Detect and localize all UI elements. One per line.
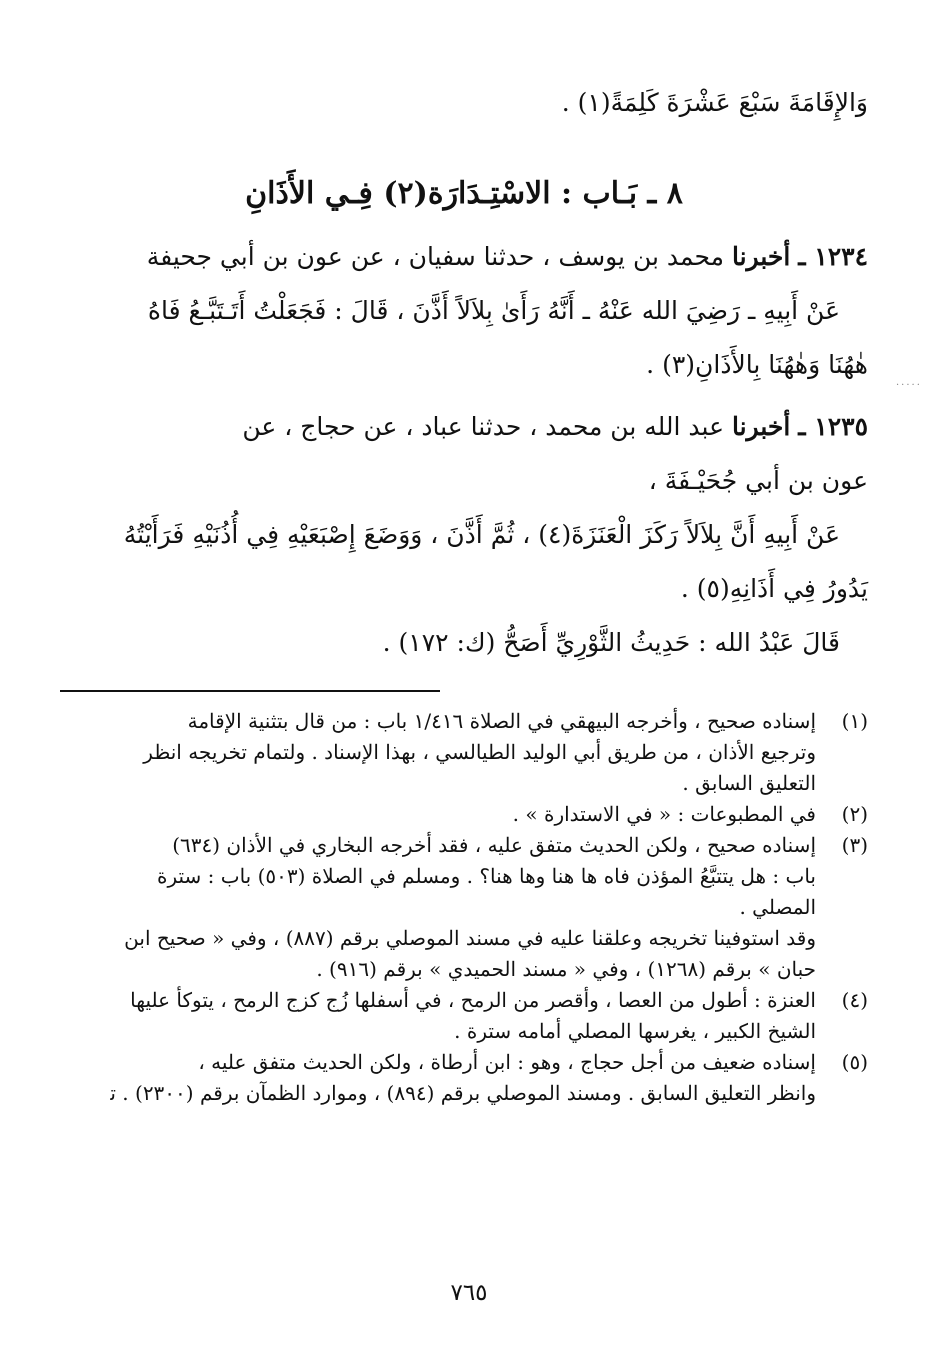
hadith-isnad: محمد بن يوسف ، حدثنا سفيان ، عن عون بن أبي جحيفة xyxy=(146,242,725,271)
hadith-ikhbar: أخبرنا xyxy=(731,242,791,271)
footnote-line: حبان » برقم (١٢٦٨) ، وفي « مسند الحميدي » برقم (٩١٦) . xyxy=(316,957,816,981)
footnote-line: وترجيع الأذان ، من طريق أبي الوليد الطيالسي ، بهذا الإسناد . ولتمام تخريجه انظر xyxy=(143,740,816,764)
footnote-line: الشيخ الكبير ، يغرسها المصلي أمامه سترة . xyxy=(454,1019,816,1043)
page-body xyxy=(60,70,868,1109)
hadith-1234-matn-line-1: عَنْ أَبِيهِ ـ رَضِيَ الله عَنْهُ ـ أَنَّهُ رَأَىٰ بِلاَلاً أَذَّنَ ، قَالَ : فَجَعَلْتُ أَتَـتَبَّـعُ فَاهُ xyxy=(147,296,840,325)
hadith-1235 xyxy=(60,404,868,666)
footnote-line: وانظر التعليق السابق . ومسند الموصلي برقم (٨٩٤) ، وموارد الظمآن برقم (٢٣٠٠) . ﺗ xyxy=(110,1081,816,1105)
hadith-1235-matn-line-1: عَنْ أَبِيهِ أَنَّ بِلاَلاً رَكَزَ الْعَنَزَةَ(٤) ، ثُمَّ أَذَّنَ ، وَوَضَعَ إِصْبَعَيْهِ فِي أُذُنَيْهِ فَرَأَيْتُهُ xyxy=(123,520,840,549)
opening-line: وَالإِقَامَةَ سَبْعَ عَشْرَةَ كَلِمَةً(١) . xyxy=(561,88,868,117)
hadith-isnad: عبد الله بن محمد ، حدثنا عباد ، عن حجاج ، عن xyxy=(242,412,725,441)
footnotes xyxy=(60,706,868,1109)
footnote-line: العنزة : أطول من العصا ، وأقصر من الرمح ، في أسفلها زُج كزج الرمح ، يتوكأ عليها xyxy=(130,988,816,1012)
footnote-4 xyxy=(60,985,868,1016)
footnote-separator xyxy=(60,690,440,692)
footnote-number: (٣) xyxy=(841,833,868,857)
chapter-title: ٨ ـ بَـاب : الاسْتِـدَارَة(٢) فِـي الأَذَانِ xyxy=(245,176,683,211)
footnote-line: إسناده ضعيف من أجل حجاج ، وهو : ابن أرطاة ، ولكن الحديث متفق عليه ، xyxy=(198,1050,816,1074)
footnote-line: وقد استوفينا تخريجه وعلقنا عليه في مسند الموصلي برقم (٨٨٧) ، وفي « صحيح ابن xyxy=(124,926,816,950)
footnote-number: (١) xyxy=(841,709,868,733)
hadith-1235-isnad-line-1 xyxy=(60,404,868,450)
footnote-line: المصلي . xyxy=(739,895,816,919)
margin-dots: ····· xyxy=(896,380,922,391)
footnote-5 xyxy=(60,1047,868,1078)
footnote-number: (٤) xyxy=(841,988,868,1012)
footnote-line: باب : هل يتتبَّعُ المؤذن فاه ها هنا وها هنا؟ . ومسلم في الصلاة (٥٠٣) باب : سترة xyxy=(156,864,816,888)
page-number: ٧٦٥ xyxy=(450,1280,488,1306)
hadith-ikhbar: أخبرنا xyxy=(731,412,791,441)
footnote-1 xyxy=(60,706,868,737)
hadith-1235-isnad-line-2: عون بن أبي جُحَيْـفَةَ ، xyxy=(648,466,868,495)
footnote-3 xyxy=(60,830,868,861)
footnote-line: في المطبوعات : « في الاستدارة » . xyxy=(512,802,816,826)
hadith-1235-matn-line-2: يَدُورُ فِي أَذَانِهِ(٥) . xyxy=(680,574,868,603)
footnote-line: إسناده صحيح ، وأخرجه البيهقي في الصلاة ١/٤١٦ باب : من قال بتثنية الإقامة xyxy=(187,709,816,733)
footnote-number: (٢) xyxy=(841,802,868,826)
hadith-1234-isnad-line xyxy=(60,234,868,280)
hadith-1234-matn-line-2: هٰهُنَا وَهٰهُنَا بِالأَذَانِ(٣) . xyxy=(646,350,868,379)
hadith-number: ١٢٣٤ ـ xyxy=(798,242,868,271)
footnote-2 xyxy=(60,799,868,830)
footnote-line: التعليق السابق . xyxy=(682,771,816,795)
hadith-number: ١٢٣٥ ـ xyxy=(798,412,868,441)
footnote-line: إسناده صحيح ، ولكن الحديث متفق عليه ، فقد أخرجه البخاري في الأذان (٦٣٤) xyxy=(172,833,816,857)
footnote-number: (٥) xyxy=(841,1050,868,1074)
hadith-1234 xyxy=(60,234,868,388)
hadith-1235-comment: قَالَ عَبْدُ الله : حَدِيثُ الثَّوْرِيِّ أَصَحُّ (ك: ١٧٢) . xyxy=(382,628,840,657)
